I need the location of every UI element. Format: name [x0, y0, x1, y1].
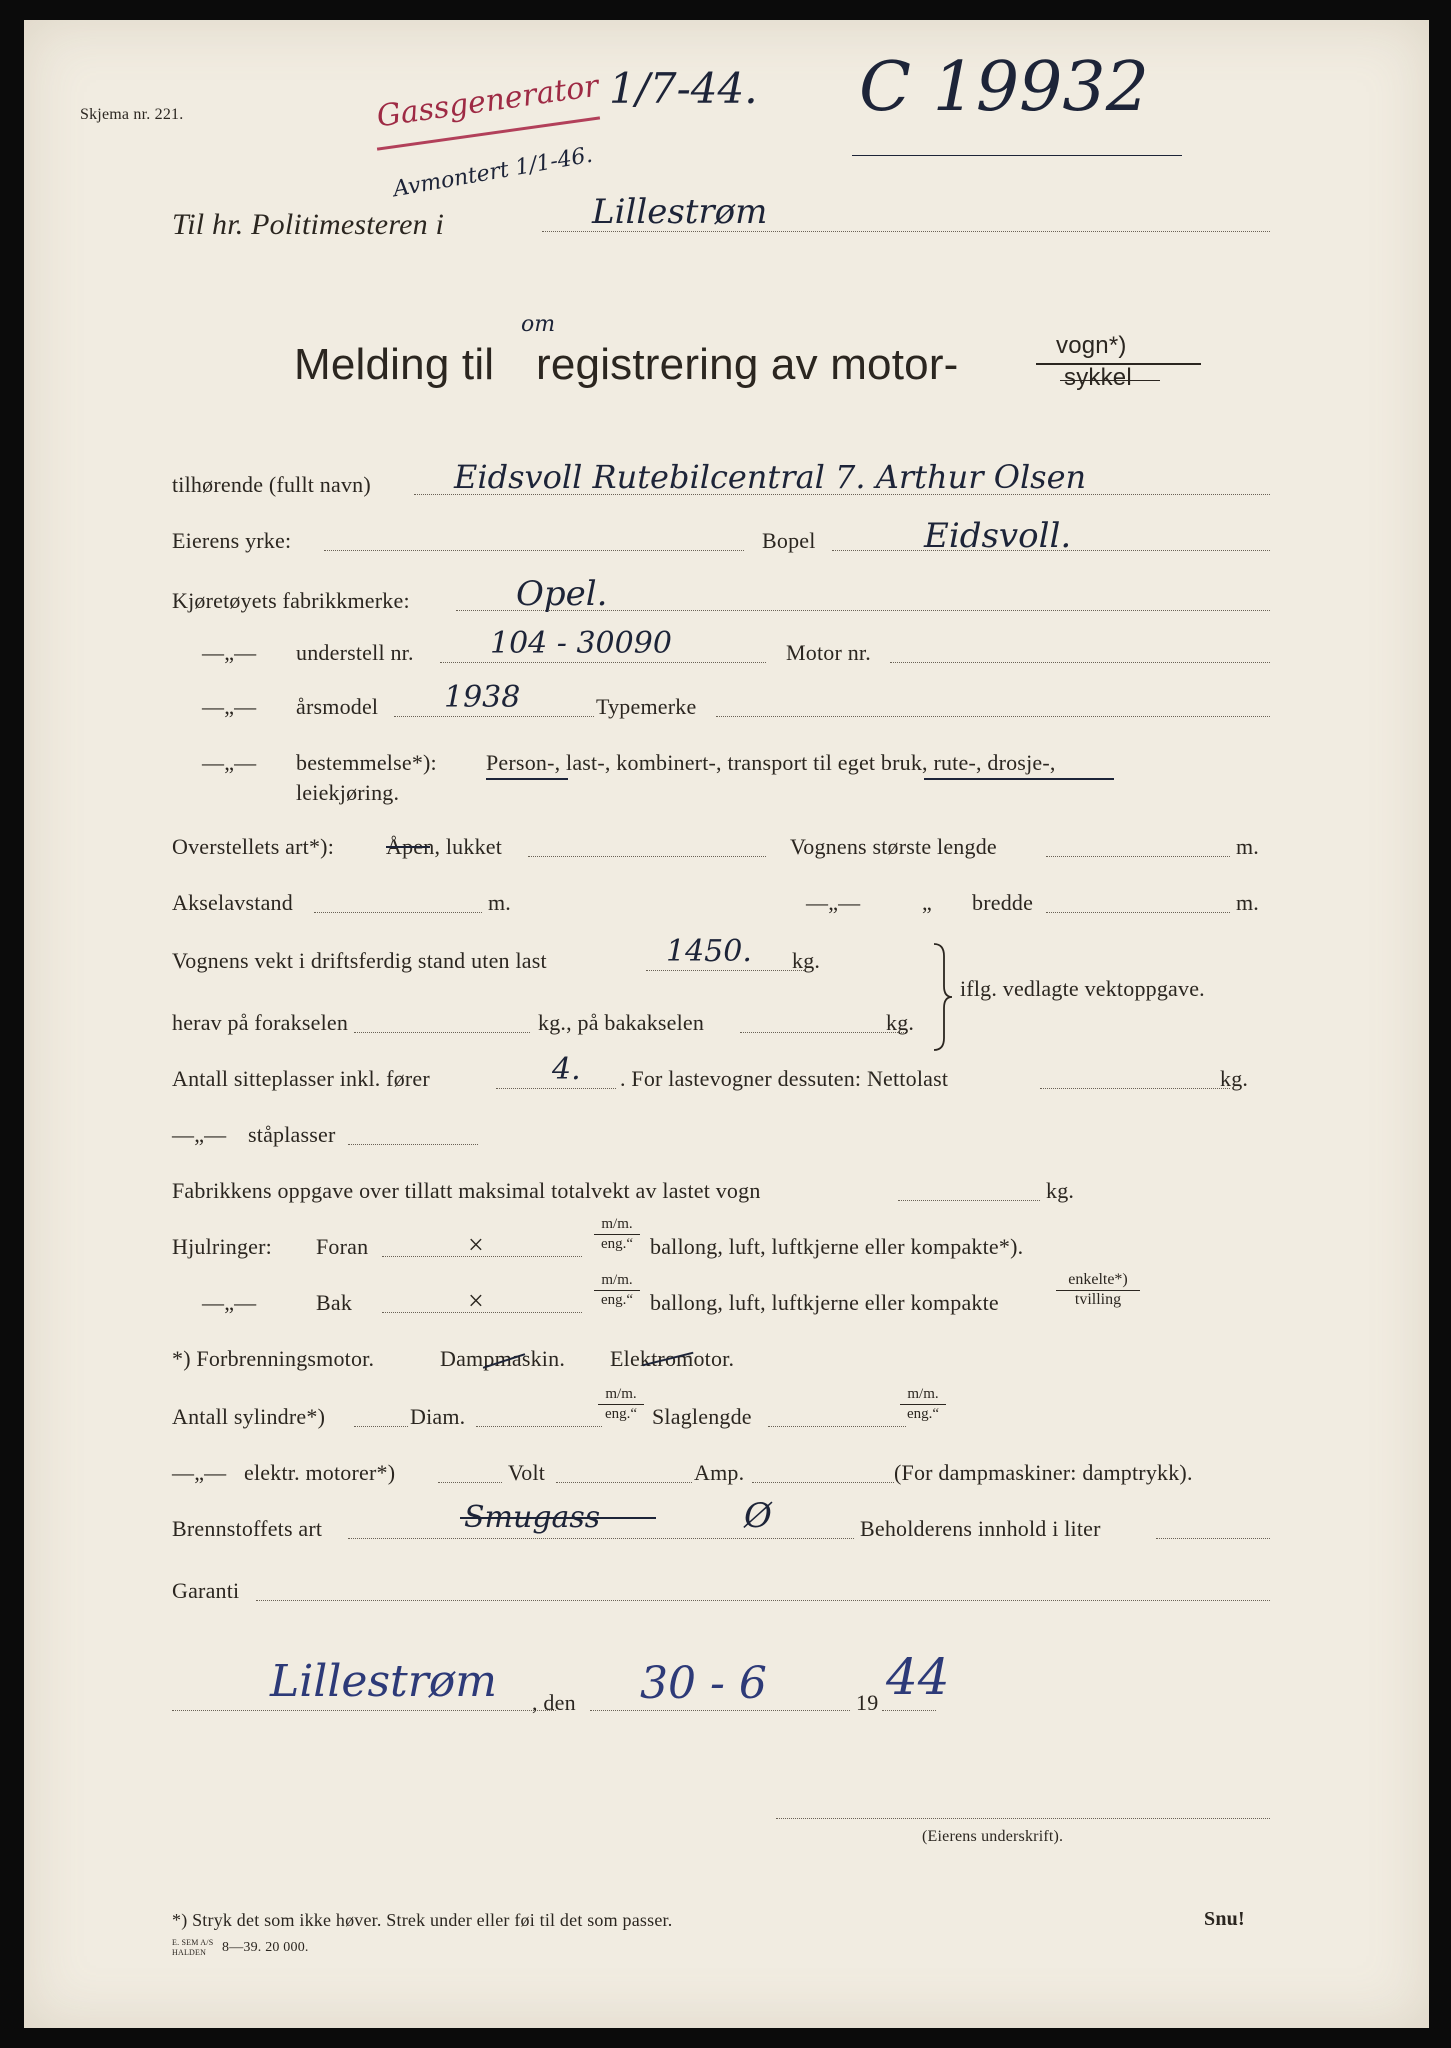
cargo-unit: kg.: [1220, 1066, 1249, 1091]
fraction-bar: [900, 1404, 946, 1405]
title-option-bottom: sykkel: [1064, 364, 1132, 391]
ditto-mark: —„—: [202, 1290, 257, 1315]
standing-line: [348, 1144, 478, 1145]
signature-year-suffix: 44: [886, 1648, 950, 1706]
place-line: [172, 1710, 556, 1711]
body-line: [528, 856, 766, 857]
length-unit: m.: [1236, 834, 1260, 859]
diam-line: [476, 1426, 602, 1427]
rear-tire-types: ballong, luft, luftkjerne eller kompakte: [650, 1290, 999, 1315]
front-wheel-label: Foran: [316, 1234, 369, 1259]
wheel-twin: tvilling: [1074, 1291, 1122, 1308]
fuel-value: Smugass: [464, 1500, 601, 1535]
cargo-line: [1040, 1088, 1230, 1089]
fuel-label: Brennstoffets art: [172, 1516, 323, 1541]
year-value: 1938: [444, 680, 521, 715]
year-line: [882, 1710, 936, 1711]
wheels-label: Hjulringer:: [172, 1234, 272, 1259]
motor-line: [890, 662, 1270, 663]
weight-line: [646, 970, 806, 971]
warranty-label: Garanti: [172, 1578, 240, 1603]
cylinders-label: Antall sylindre*): [172, 1404, 326, 1429]
seats-line: [496, 1088, 616, 1089]
signature-year-prefix: 19: [856, 1690, 879, 1715]
fuel-line: [348, 1538, 854, 1539]
stamp-date: 1/7-44.: [609, 64, 758, 113]
registration-number: C 19932: [859, 48, 1149, 127]
axle-line: [314, 912, 482, 913]
rear-axle-unit: kg.: [886, 1010, 915, 1035]
front-axle-label: herav på forakselen: [172, 1010, 349, 1035]
ditto-mark: —„—: [202, 640, 257, 665]
title-rest: registrering av motor-: [536, 340, 959, 389]
width-unit: m.: [1236, 890, 1260, 915]
type-label: Typemerke: [596, 694, 697, 719]
wheel-config-fraction: [1056, 1272, 1140, 1308]
chassis-value: 104 - 30090: [490, 626, 672, 661]
form-sheet: [24, 20, 1429, 2028]
make-label: Kjøretøyets fabrikkmerke:: [172, 588, 410, 613]
length-label: Vognens største lengde: [790, 834, 997, 859]
type-line: [716, 716, 1270, 717]
ditto-mark: —„—: [172, 1122, 227, 1147]
signature-caption: (Eierens underskrift).: [922, 1828, 1064, 1845]
engine-combustion: *) Forbrenningsmotor.: [172, 1346, 375, 1371]
emotors-line: [438, 1482, 502, 1483]
rear-axle-label: kg., på bakakselen: [538, 1010, 705, 1035]
amp-line: [752, 1482, 894, 1483]
stamp-note: Avmontert 1/1-46.: [391, 142, 595, 203]
year-line: [394, 716, 594, 717]
cylinders-line: [354, 1426, 408, 1427]
fraction-eng: eng.“: [600, 1236, 634, 1252]
tank-line: [1156, 1538, 1270, 1539]
body-value-strike: [386, 846, 430, 848]
fuel-value-strike: [460, 1517, 656, 1519]
stroke-line: [768, 1426, 906, 1427]
signature-date: 30 - 6: [640, 1658, 767, 1709]
chassis-label: understell nr.: [296, 640, 414, 665]
stroke-unit-fraction: [900, 1386, 946, 1422]
title-option-divider: [1036, 363, 1201, 365]
purpose-underline-person: [486, 778, 568, 780]
title-option-top: vogn*): [1056, 332, 1127, 359]
motor-label: Motor nr.: [786, 640, 871, 665]
residence-label: Bopel: [762, 528, 816, 553]
fraction-mm: m/m.: [601, 1216, 633, 1232]
wheel-single: enkelte*): [1068, 1271, 1128, 1288]
purpose-line-1: Person-, last-, kombinert-, transport til eget bruk, rute-, drosje-,: [486, 750, 1056, 775]
axle-label: Akselavstand: [172, 890, 293, 915]
fuel-mark: Ø: [744, 1496, 772, 1536]
width-label: bredde: [972, 890, 1034, 915]
addressee-label: Til hr. Politimesteren i: [172, 208, 445, 241]
length-line: [1046, 856, 1230, 857]
year-label: årsmodel: [296, 694, 379, 719]
seats-label: Antall sitteplasser inkl. fører: [172, 1066, 430, 1091]
weight-note: iflg. vedlagte vektoppgave.: [960, 976, 1205, 1001]
rear-wheel-unit-fraction: [594, 1272, 640, 1308]
fraction-eng: eng.“: [906, 1406, 940, 1422]
fraction-eng: eng.“: [604, 1406, 638, 1422]
emotors-label: elektr. motorer*): [244, 1460, 396, 1485]
width-line: [1046, 912, 1230, 913]
occupation-label: Eierens yrke:: [172, 528, 292, 553]
residence-value: Eidsvoll.: [924, 516, 1072, 556]
axle-unit: m.: [488, 890, 512, 915]
cargo-label: . For lastevogner dessuten: Nettolast: [620, 1066, 949, 1091]
make-value: Opel.: [516, 574, 608, 614]
steam-note: (For dampmaskiner: damptrykk).: [894, 1460, 1193, 1485]
max-weight-unit: kg.: [1046, 1178, 1075, 1203]
fraction-eng: eng.“: [600, 1292, 634, 1308]
rear-wheel-times: ×: [468, 1286, 484, 1317]
ditto-quote: „: [922, 890, 932, 915]
purpose-label: bestemmelse*):: [296, 750, 437, 775]
weight-unit: kg.: [792, 948, 821, 973]
warranty-line: [256, 1600, 1270, 1601]
footer-printer: E. SEM A/S HALDEN: [172, 1938, 214, 1957]
registration-underline: [852, 155, 1182, 156]
volt-label: Volt: [508, 1460, 546, 1485]
form-id: Skjema nr. 221.: [80, 106, 184, 123]
weight-value: 1450.: [666, 934, 752, 969]
weight-label: Vognens vekt i driftsferdig stand uten last: [172, 948, 547, 973]
purpose-underline-own-use: [924, 778, 1114, 780]
max-weight-line: [898, 1200, 1040, 1201]
chassis-line: [440, 662, 766, 663]
footer-turn: Snu!: [1204, 1908, 1245, 1930]
footer-print-info: 8—39. 20 000.: [222, 1940, 309, 1955]
engine-steam: Dampmaskin.: [440, 1346, 566, 1371]
front-wheel-unit-fraction: [594, 1216, 640, 1252]
max-weight-label: Fabrikkens oppgave over tillatt maksimal totalvekt av lastet vogn: [172, 1178, 761, 1203]
tank-label: Beholderens innhold i liter: [860, 1516, 1101, 1541]
front-tire-types: ballong, luft, luftkjerne eller kompakte*).: [650, 1234, 1024, 1259]
fraction-bar: [594, 1234, 640, 1235]
engine-electric: Elektromotor.: [610, 1346, 735, 1371]
owner-signature-line: [776, 1818, 1270, 1819]
footer-note: *) Stryk det som ikke høver. Strek under eller føi til det som passer.: [172, 1910, 673, 1930]
fraction-mm: m/m.: [601, 1272, 633, 1288]
fraction-mm: m/m.: [907, 1386, 939, 1402]
fraction-bar: [594, 1290, 640, 1291]
seats-value: 4.: [552, 1052, 581, 1087]
signature-den: , den: [532, 1690, 576, 1715]
date-line: [590, 1710, 850, 1711]
rear-axle-line: [740, 1032, 906, 1033]
weight-brace: [930, 942, 956, 1052]
addressee-value: Lillestrøm: [592, 192, 768, 232]
purpose-line-2: leiekjøring.: [296, 780, 400, 805]
ditto-mark: —„—: [202, 694, 257, 719]
body-value: Åpen, lukket: [386, 834, 503, 859]
fraction-mm: m/m.: [605, 1386, 637, 1402]
stamp-struck-text: Gassgenerator: [374, 68, 601, 135]
standing-label: ståplasser: [248, 1122, 336, 1147]
owner-label: tilhørende (fullt navn): [172, 472, 371, 497]
front-axle-line: [354, 1032, 530, 1033]
ditto-mark: —„—: [806, 890, 861, 915]
occupation-line: [324, 550, 744, 551]
amp-label: Amp.: [694, 1460, 745, 1485]
stroke-label: Slaglengde: [652, 1404, 752, 1429]
ditto-mark: —„—: [172, 1460, 227, 1485]
volt-line: [556, 1482, 692, 1483]
fraction-bar: [598, 1404, 644, 1405]
body-label: Overstellets art*):: [172, 834, 335, 859]
rear-wheel-label: Bak: [316, 1290, 353, 1315]
ditto-mark: —„—: [202, 750, 257, 775]
title-insert: om: [521, 312, 556, 337]
owner-value: Eidsvoll Rutebilcentral 7. Arthur Olsen: [454, 458, 1087, 496]
diam-unit-fraction: [598, 1386, 644, 1422]
title-main: Melding til: [294, 340, 495, 389]
signature-place: Lillestrøm: [270, 1656, 497, 1707]
title-option-strike: [1060, 380, 1160, 381]
diam-label: Diam.: [410, 1404, 466, 1429]
front-wheel-times: ×: [468, 1230, 484, 1261]
